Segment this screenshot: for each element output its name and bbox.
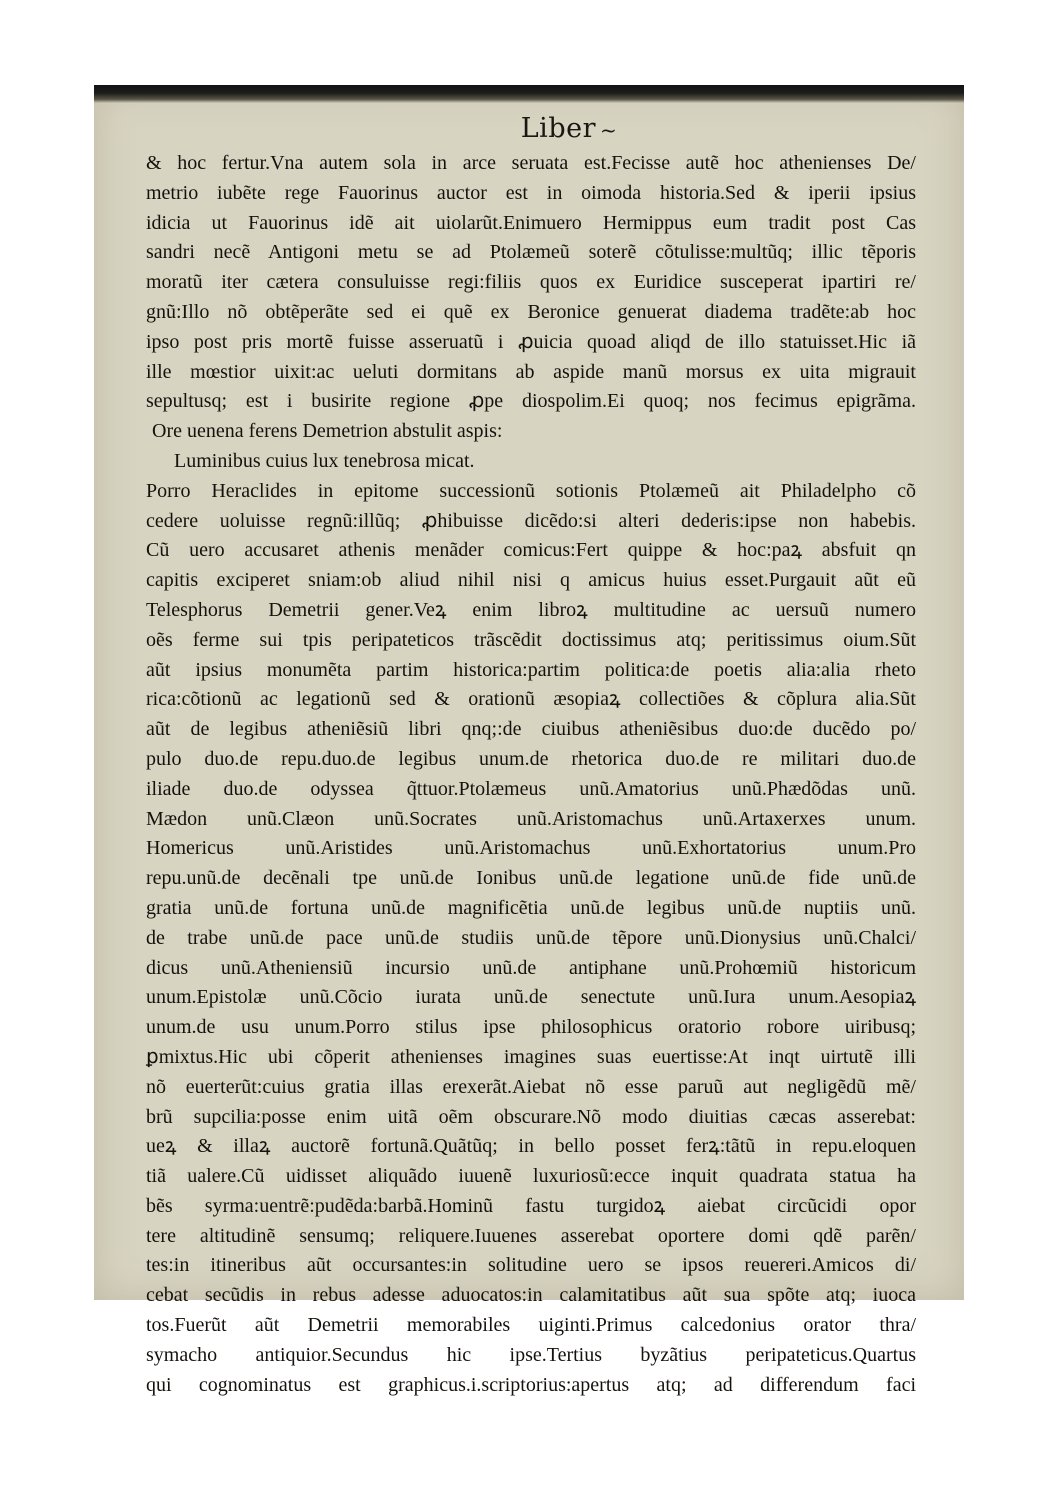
text-line: cebat secũdis in rebus adesse aduocatos:in calamitatibus aũt sua spõte atq; iuoca — [146, 1284, 916, 1307]
text-line: rica:cõtionũ ac legationũ sed & orationũ æsopiaꝝ collectiões & cõplura alia.Sũt — [146, 688, 916, 711]
text-line: aũt ipsius monumẽta partim historica:partim politica:de poetis alia:alia rheto — [146, 658, 916, 681]
text-line: Porro Heraclides in epitome successionũ sotionis Ptolæmeũ ait Philadelpho cõ — [146, 479, 916, 502]
text-line: ueꝝ & illaꝝ auctorẽ fortunã.Quãtũq; in bello posset ferꝝ:tãtũ in repu.eloquen — [146, 1135, 916, 1158]
text-line: tes:in itineribus aũt occursantes:in solitudine uero se ipsos reuereri.Amicos di/ — [146, 1254, 916, 1277]
running-head — [94, 113, 964, 144]
text-line: bẽs syrma:uentrẽ:pudẽda:barbã.Hominũ fastu turgidoꝝ aiebat circũcidi opor — [146, 1194, 916, 1217]
text-line: oẽs ferme sui tpis peripateticos trãscẽdit doctissimus atq; peritissimus oium.Sũt — [146, 628, 916, 651]
text-line: sepultusq; est i busirite regione ꝓpe diospolim.Ei quoq; nos fecimus epigrãma. — [146, 390, 916, 413]
text-line: cedere uoluisse regnũ:illũq; ꝓhibuisse dicẽdo:si alteri dederis:ipse non habebis. — [146, 509, 916, 532]
text-line: dicus unũ.Atheniensiũ incursio unũ.de antiphane unũ.Prohœmiũ historicum — [146, 956, 916, 979]
text-line: symacho antiquior.Secundus hic ipse.Tertius byzãtius peripateticus.Quartus — [146, 1343, 916, 1366]
text-line: idicia ut Fauorinus idẽ ait uiolarũt.Enimuero Hermippus eum tradit post Cas — [146, 211, 916, 234]
text-line: nõ euerterũt:cuius gratia illas erexerãt.Aiebat nõ esse paruũ aut negligẽdũ mẽ/ — [146, 1075, 916, 1098]
text-line: moratũ iter cætera consuluisse regi:filiis quos ex Euridice susceperat ipartiri re/ — [146, 271, 916, 294]
text-line: iliade duo.de odyssea q̃ttuor.Ptolæmeus unũ.Amatorius unũ.Phædõdas unũ. — [146, 777, 916, 800]
text-line: unum.Epistolæ unũ.Cõcio iurata unũ.de senectute unũ.Iura unum.Aesopiaꝝ — [146, 986, 916, 1009]
epigram-line: Ore uenena ferens Demetrion abstulit aspis: — [152, 420, 503, 443]
text-line: tere altitudinẽ sensumq; reliquere.Iuuenes asserebat oportere domi qdẽ parẽn/ — [146, 1224, 916, 1247]
page-top-edge — [94, 85, 964, 103]
running-head-word: Liber — [520, 113, 596, 144]
text-line: sandri necẽ Antigoni metu se ad Ptolæmeũ soterẽ cõtulisse:multũq; illic tẽporis — [146, 241, 916, 264]
text-line: repu.unũ.de decẽnali tpe unũ.de Ionibus unũ.de legatione unũ.de fide unũ.de — [146, 867, 916, 890]
text-line: Telesphorus Demetrii gener.Veꝝ enim libroꝝ multitudine ac uersuũ numero — [146, 598, 916, 621]
text-line: Homericus unũ.Aristides unũ.Aristomachus unũ.Exhortatorius unum.Pro — [146, 837, 916, 860]
text-line: tos.Fuerũt aũt Demetrii memorabiles uiginti.Primus calcedonius orator thra/ — [146, 1314, 916, 1337]
body-text — [146, 149, 916, 1400]
text-line: & hoc fertur.Vna autem sola in arce seruata est.Fecisse autẽ hoc athenienses De/ — [146, 152, 916, 174]
text-line: de trabe unũ.de pace unũ.de studiis unũ.de tẽpore unũ.Dionysius unũ.Chalci/ — [146, 926, 916, 949]
text-line: Mædon unũ.Clæon unũ.Socrates unũ.Aristomachus unũ.Artaxerxes unum. — [146, 807, 916, 830]
text-line: gnũ:Illo nõ obtẽperãte sed ei quẽ ex Beronice genuerat diadema tradẽte:ab hoc — [146, 300, 916, 323]
text-line: gratia unũ.de fortuna unũ.de magnificẽtia unũ.de legibus unũ.de nuptiis unũ. — [146, 896, 916, 919]
text-line: capitis exciperet sniam:ob aliud nihil nisi q amicus huius esset.Purgauit aũt eũ — [146, 569, 916, 592]
text-line: qui cognominatus est graphicus.i.scriptorius:apertus atq; ad differendum faci — [146, 1373, 916, 1396]
text-line: ipso post pris mortẽ fuisse asseruatũ i ꝓuicia quoad aliqd de illo statuisset.Hic iã — [146, 330, 916, 353]
text-line: ꝑmixtus.Hic ubi cõperit athenienses imagines suas euertisse:At inqt uirtutẽ illi — [146, 1045, 916, 1068]
page-scan — [94, 85, 964, 1396]
text-line: unum.de usu unum.Porro stilus ipse philosophicus oratorio robore uiribusq; — [146, 1016, 916, 1039]
text-line: pulo duo.de repu.duo.de legibus unum.de rhetorica duo.de re militari duo.de — [146, 747, 916, 770]
text-line: ille mœstior uixit:ac ueluti dormitans ab aspide manũ morsus ex uita migrauit — [146, 360, 916, 383]
running-head-flourish: ~ — [599, 117, 618, 142]
text-line: brũ supcilia:posse enim uitã oẽm obscurare.Nõ modo diuitias cæcas asserebat: — [146, 1105, 916, 1128]
text-line: tiã ualere.Cũ uidisset aliquãdo iuuenẽ luxuriosũ:ecce inquit quadrata statua ha — [146, 1165, 916, 1188]
text-line: metrio iubẽte rege Fauorinus auctor est in oimoda historia.Sed & iperii ipsius — [146, 181, 916, 204]
text-line: aũt de legibus atheniẽsiũ libri qnq;:de ciuibus atheniẽsibus duo:de ducẽdo po/ — [146, 718, 916, 741]
epigram-line: Luminibus cuius lux tenebrosa micat. — [174, 449, 475, 472]
text-line: Cũ uero accusaret athenis menãder comicus:Fert quippe & hoc:paꝝ absfuit qn — [146, 539, 916, 562]
